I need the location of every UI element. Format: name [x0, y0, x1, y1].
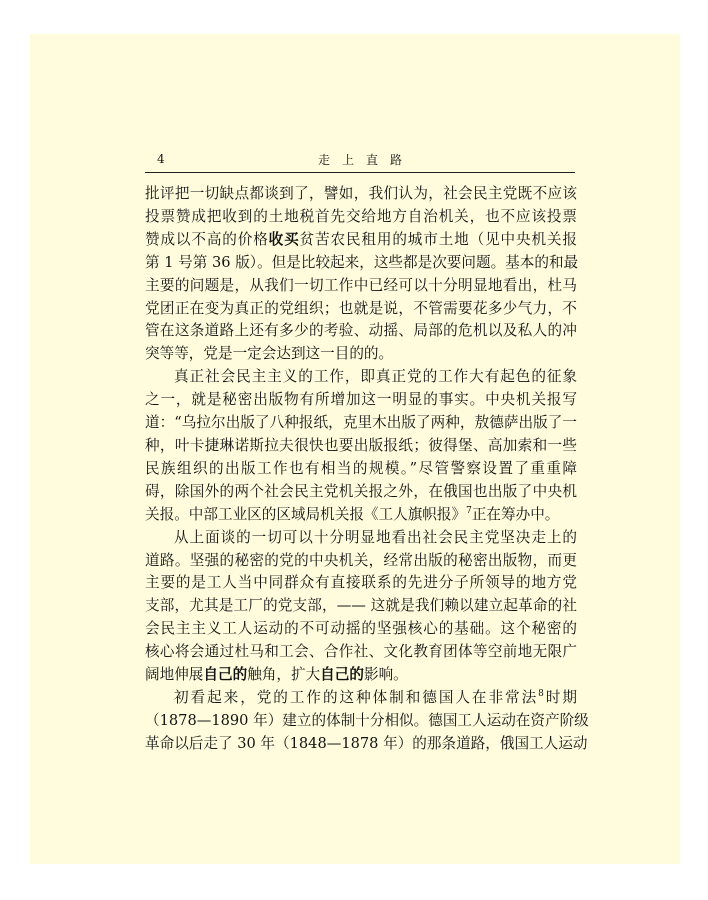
text-segment: 初看起来，党的工作的这种体制和德国人在非常法 [174, 688, 539, 706]
text-line: 革命以后走了 30 年（1848—1878 年）的那条道路，俄国工人运动 [145, 734, 588, 752]
text-line: 突等等，党是一定会达到这一目的的。 [145, 345, 394, 363]
text-line: 主要的是工人当中同群众有直接联系的先进分子所领导的地方党 [145, 574, 577, 592]
text-line [145, 687, 577, 710]
running-header [145, 150, 575, 173]
text-segment: 时期 [543, 688, 577, 706]
text-segment: 赞成以不高的价格 [145, 230, 269, 248]
text-line: 碍，除国外的两个社会民主党机关报之外，在俄国也出版了中央机 [145, 482, 577, 500]
paragraph [145, 366, 577, 526]
text-line: 种，叶卡捷琳诺斯拉夫很快也要出版报纸；彼得堡、高加索和一些 [145, 436, 577, 454]
text-line [145, 664, 577, 687]
text-line: 从上面谈的一切可以十分明显地看出社会民主党坚决走上的 [174, 528, 577, 546]
text-line: 管在这条道路上还有多少的考验、动摇、局部的危机以及私人的冲 [145, 322, 577, 340]
paragraph [145, 527, 577, 687]
body-text [145, 183, 589, 756]
paragraph [145, 687, 589, 756]
text-line: 主要的问题是，从我们一切工作中已经可以十分明显地看出，杜马 [145, 276, 577, 294]
emphasis: 自己的 [320, 666, 364, 684]
running-title: 走上直路 [317, 153, 414, 167]
text-line: 民族组织的出版工作也有相当的规模。”尽管警察设置了重重障 [145, 459, 577, 477]
text-line: 道路。坚强的秘密的党的中央机关，经常出版的秘密出版物，而更 [145, 551, 577, 569]
footnote-marker[interactable]: 8 [538, 689, 544, 700]
text-line [145, 504, 577, 527]
paragraph [145, 183, 577, 366]
text-line: 会民主主义工人运动的不可动摇的坚强核心的基础。这个秘密的 [145, 620, 577, 638]
text-segment: 关报。中部工业区的区域局机关报《工人旗帜报》 [145, 505, 467, 523]
footnote-marker[interactable]: 7 [466, 505, 472, 516]
text-segment: 贫苦农民租用的城市土地（见中央机关报 [299, 230, 577, 248]
text-segment: 影响。 [363, 666, 408, 684]
text-segment: 正在筹办中。 [471, 505, 560, 523]
text-line: 批评把一切缺点都谈到了，譬如，我们认为，社会民主党既不应该 [145, 185, 577, 202]
emphasis: 自己的 [203, 666, 248, 684]
text-line: 党团正在变为真正的党组织；也就是说，不管需要花多少气力，不 [145, 299, 577, 317]
text-segment: 触角，扩大 [247, 666, 321, 684]
page-number: 4 [157, 152, 165, 166]
text-line: 道：“乌拉尔出版了八种报纸，克里木出版了两种，敖德萨出版了一 [145, 414, 577, 432]
text-line: 投票赞成把收到的土地税首先交给地方自治机关，也不应该投票 [145, 207, 577, 225]
text-line [145, 229, 577, 252]
text-segment: 阔地伸展 [145, 666, 204, 684]
emphasis: 收买 [268, 230, 300, 248]
text-line: 核心将会通过杜马和工会、合作社、文化教育团体等空前地无限广 [145, 643, 577, 661]
text-line: 之一，就是秘密出版物有所增加这一明显的事实。中央机关报写 [145, 391, 577, 409]
text-line: 真正社会民主主义的工作，即真正党的工作大有起色的征象 [174, 368, 577, 386]
text-line: 第 1 号第 36 版）。但是比较起来，这些都是次要问题。基本的和最 [145, 253, 579, 271]
text-line: （1878—1890 年）建立的体制十分相似。德国工人运动在资产阶级 [145, 711, 589, 729]
text-line: 支部，尤其是工厂的党支部，—— 这就是我们赖以建立起革命的社 [145, 597, 577, 615]
